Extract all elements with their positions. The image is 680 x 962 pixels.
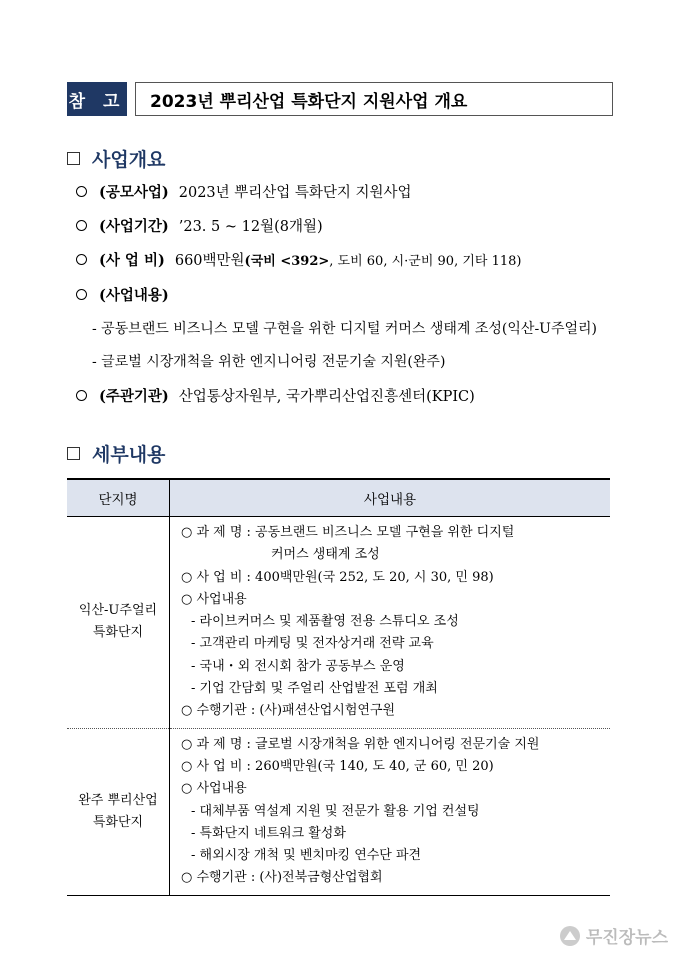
detail-line: - 고객관리 마케팅 및 전자상거래 전략 교육 [191, 636, 434, 652]
detail-line: ○ 사 업 비 : 260백만원(국 140, 도 40, 군 60, 민 20) [181, 758, 494, 774]
complex-name-iksan: 익산-U주얼리 특화단지 [67, 517, 170, 729]
detail-line: 커머스 생태계 조성 [271, 547, 380, 563]
detail-line: ○ 과 제 명 : 공동브랜드 비즈니스 모델 구현을 위한 디지털 [181, 525, 515, 540]
square-bullet-icon [67, 152, 80, 165]
column-header-complex: 단지명 [67, 479, 170, 517]
section-details-heading: 세부내용 [67, 440, 165, 467]
overview-item-contents: (사업내용) [76, 284, 179, 305]
title-bar [67, 82, 613, 116]
overview-item-contest: (공모사업) 2023년 뿌리산업 특화단지 지원사업 [76, 181, 412, 202]
table-row [67, 517, 610, 729]
detail-line: - 국내・외 전시회 참가 공동부스 운영 [191, 658, 405, 674]
detail-line: ○ 사업내용 [181, 591, 247, 607]
contents-cell [170, 517, 611, 729]
column-header-contents: 사업내용 [170, 479, 611, 517]
detail-line: - 기업 간담회 및 주얼리 산업발전 포럼 개최 [191, 681, 438, 697]
circle-bullet-icon [76, 186, 87, 197]
circle-bullet-icon [76, 390, 87, 401]
complex-name-wanju: 완주 뿌리산업 특화단지 [67, 728, 170, 895]
table-header-row [67, 479, 610, 517]
overview-item-host: (주관기관) 산업통상자원부, 국가뿌리산업진흥센터(KPIC) [76, 385, 475, 406]
detail-line: ○ 사 업 비 : 400백만원(국 252, 도 20, 시 30, 민 98) [181, 569, 494, 585]
contents-cell [170, 728, 611, 895]
detail-line: ○ 과 제 명 : 글로벌 시장개척을 위한 엔지니어링 전문기술 지원 [181, 736, 540, 752]
square-bullet-icon [67, 447, 80, 460]
detail-line: - 해외시장 개척 및 벤치마킹 연수단 파견 [191, 848, 422, 864]
circle-bullet-icon [76, 289, 87, 300]
overview-item-budget: (사 업 비) 660백만원 (국비 <392> , 도비 60, 시·군비 90, 기타 118) [76, 249, 521, 270]
mountain-logo-icon [560, 926, 580, 946]
page-title: 2023년 뿌리산업 특화단지 지원사업 개요 [135, 82, 613, 116]
title-badge: 참 고 [67, 82, 127, 116]
detail-line: - 대체부품 역설계 지원 및 전문가 활용 기업 컨설팅 [191, 803, 480, 819]
detail-line: ○ 수행기관 : (사)전북금형산업협회 [181, 870, 383, 886]
detail-line: - 라이브커머스 및 제품촬영 전용 스튜디오 조성 [191, 614, 459, 630]
details-table [67, 478, 610, 896]
circle-bullet-icon [76, 254, 87, 265]
detail-line: ○ 수행기관 : (사)패션산업시험연구원 [181, 703, 396, 719]
overview-sub-item: - 공동브랜드 비즈니스 모델 구현을 위한 디지털 커머스 생태계 조성(익산-U주얼리) [92, 321, 598, 337]
table-row [67, 728, 610, 895]
overview-sub-item: - 글로벌 시장개척을 위한 엔지니어링 전문기술 지원(완주) [92, 354, 446, 370]
section-overview-heading: 사업개요 [67, 145, 165, 172]
detail-line: ○ 사업내용 [181, 781, 247, 797]
circle-bullet-icon [76, 220, 87, 231]
detail-line: - 특화단지 네트워크 활성화 [191, 825, 346, 841]
overview-item-period: (사업기간) ’23. 5 ~ 12월(8개월) [76, 215, 323, 236]
watermark: 무진장뉴스 [560, 923, 668, 948]
